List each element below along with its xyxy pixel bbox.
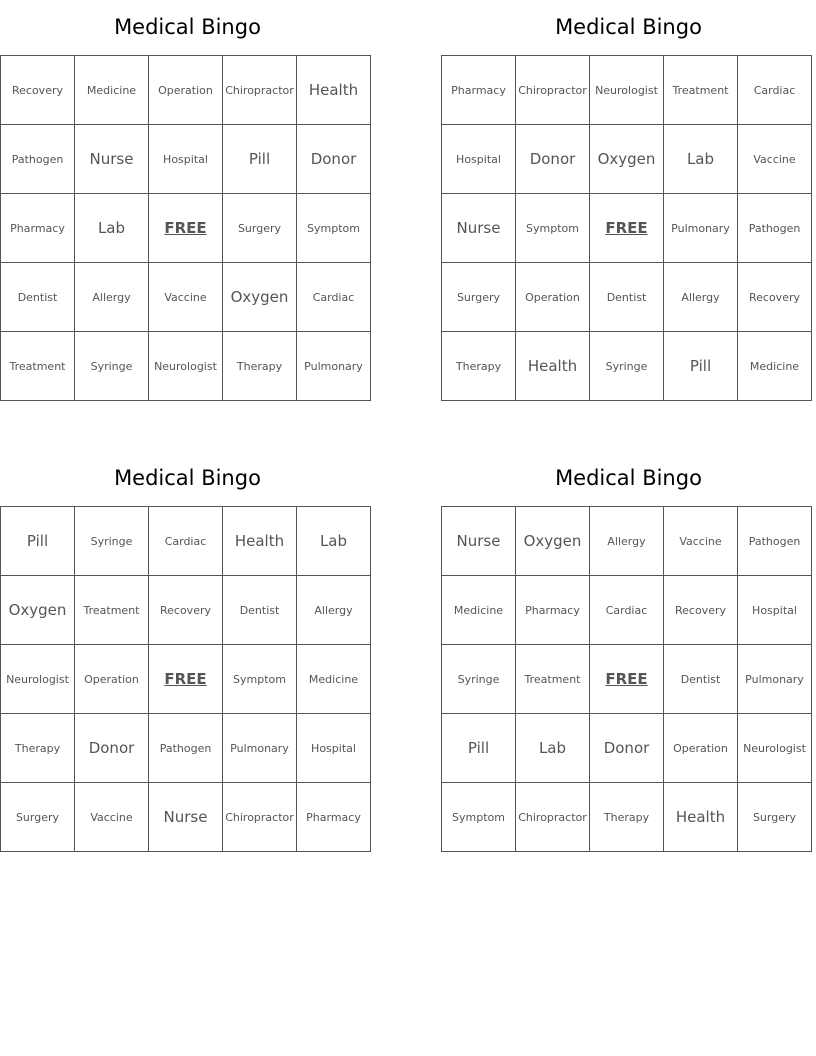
bingo-cell: Pill bbox=[442, 714, 516, 783]
bingo-cell: Allergy bbox=[297, 576, 371, 645]
bingo-cell: Operation bbox=[75, 645, 149, 714]
bingo-cell: Hospital bbox=[297, 714, 371, 783]
bingo-grid bbox=[0, 55, 371, 401]
bingo-cell: Cardiac bbox=[149, 507, 223, 576]
bingo-cell: Treatment bbox=[1, 332, 75, 401]
bingo-cell: Surgery bbox=[738, 783, 812, 852]
bingo-cell: Neurologist bbox=[738, 714, 812, 783]
free-space-cell: FREE bbox=[590, 645, 664, 714]
bingo-cell: Surgery bbox=[1, 783, 75, 852]
bingo-cell: Chiropractor bbox=[223, 783, 297, 852]
bingo-cell: Symptom bbox=[442, 783, 516, 852]
bingo-grid bbox=[441, 506, 812, 852]
bingo-cell: Health bbox=[664, 783, 738, 852]
bingo-cell: Pulmonary bbox=[223, 714, 297, 783]
bingo-cell: Neurologist bbox=[149, 332, 223, 401]
bingo-cell: Donor bbox=[516, 125, 590, 194]
bingo-cell: Allergy bbox=[664, 263, 738, 332]
bingo-cell: Health bbox=[297, 56, 371, 125]
bingo-cell: Treatment bbox=[516, 645, 590, 714]
bingo-cell: Vaccine bbox=[664, 507, 738, 576]
bingo-cell: Pharmacy bbox=[442, 56, 516, 125]
bingo-cell: Syringe bbox=[75, 332, 149, 401]
bingo-cell: Neurologist bbox=[1, 645, 75, 714]
bingo-cell: Medicine bbox=[297, 645, 371, 714]
bingo-cell: Vaccine bbox=[738, 125, 812, 194]
bingo-cell: Oxygen bbox=[223, 263, 297, 332]
bingo-cell: Recovery bbox=[149, 576, 223, 645]
bingo-cell: Pharmacy bbox=[516, 576, 590, 645]
bingo-cell: Vaccine bbox=[75, 783, 149, 852]
bingo-card-4 bbox=[441, 451, 816, 852]
bingo-cell: Operation bbox=[149, 56, 223, 125]
card-title: Medical Bingo bbox=[114, 15, 261, 39]
bingo-cell: Pulmonary bbox=[664, 194, 738, 263]
bingo-cell: Syringe bbox=[75, 507, 149, 576]
bingo-cell: Lab bbox=[516, 714, 590, 783]
bingo-cell: Chiropractor bbox=[516, 56, 590, 125]
bingo-cell: Pathogen bbox=[1, 125, 75, 194]
bingo-cell: Syringe bbox=[590, 332, 664, 401]
bingo-cell: Oxygen bbox=[1, 576, 75, 645]
card-title: Medical Bingo bbox=[114, 466, 261, 490]
bingo-cell: Dentist bbox=[1, 263, 75, 332]
bingo-cell: Hospital bbox=[149, 125, 223, 194]
bingo-cell: Medicine bbox=[442, 576, 516, 645]
bingo-cell: Treatment bbox=[664, 56, 738, 125]
bingo-cell: Therapy bbox=[442, 332, 516, 401]
bingo-grid bbox=[0, 506, 371, 852]
card-title: Medical Bingo bbox=[555, 15, 702, 39]
bingo-cell: Surgery bbox=[223, 194, 297, 263]
bingo-grid bbox=[441, 55, 812, 401]
bingo-cell: Oxygen bbox=[516, 507, 590, 576]
bingo-cell: Pill bbox=[664, 332, 738, 401]
bingo-cell: Symptom bbox=[297, 194, 371, 263]
bingo-cell: Surgery bbox=[442, 263, 516, 332]
bingo-card-3 bbox=[0, 451, 375, 852]
bingo-card-2 bbox=[441, 0, 816, 401]
bingo-cell: Nurse bbox=[442, 194, 516, 263]
bingo-cell: Medicine bbox=[75, 56, 149, 125]
bingo-cell: Cardiac bbox=[297, 263, 371, 332]
bingo-cell: Health bbox=[223, 507, 297, 576]
free-space-cell: FREE bbox=[590, 194, 664, 263]
bingo-cell: Lab bbox=[297, 507, 371, 576]
bingo-cell: Hospital bbox=[738, 576, 812, 645]
bingo-cell: Pathogen bbox=[738, 507, 812, 576]
bingo-cell: Treatment bbox=[75, 576, 149, 645]
bingo-cell: Pill bbox=[223, 125, 297, 194]
bingo-cell: Therapy bbox=[590, 783, 664, 852]
bingo-cell: Donor bbox=[75, 714, 149, 783]
bingo-cell: Pulmonary bbox=[738, 645, 812, 714]
free-space-cell: FREE bbox=[149, 645, 223, 714]
bingo-cell: Operation bbox=[664, 714, 738, 783]
bingo-cell: Syringe bbox=[442, 645, 516, 714]
bingo-cell: Pathogen bbox=[149, 714, 223, 783]
bingo-cell: Pill bbox=[1, 507, 75, 576]
bingo-cell: Therapy bbox=[223, 332, 297, 401]
bingo-cell: Pharmacy bbox=[297, 783, 371, 852]
bingo-cell: Nurse bbox=[75, 125, 149, 194]
bingo-cell: Pulmonary bbox=[297, 332, 371, 401]
bingo-cell: Donor bbox=[297, 125, 371, 194]
bingo-cell: Recovery bbox=[738, 263, 812, 332]
bingo-cell: Dentist bbox=[590, 263, 664, 332]
free-space-cell: FREE bbox=[149, 194, 223, 263]
bingo-cell: Chiropractor bbox=[516, 783, 590, 852]
bingo-cell: Recovery bbox=[1, 56, 75, 125]
bingo-cell: Nurse bbox=[442, 507, 516, 576]
bingo-cell: Operation bbox=[516, 263, 590, 332]
bingo-cell: Donor bbox=[590, 714, 664, 783]
bingo-cell: Recovery bbox=[664, 576, 738, 645]
bingo-cell: Vaccine bbox=[149, 263, 223, 332]
bingo-cell: Pathogen bbox=[738, 194, 812, 263]
bingo-cell: Cardiac bbox=[590, 576, 664, 645]
bingo-cell: Pharmacy bbox=[1, 194, 75, 263]
bingo-cell: Lab bbox=[664, 125, 738, 194]
bingo-cell: Symptom bbox=[223, 645, 297, 714]
bingo-cell: Nurse bbox=[149, 783, 223, 852]
bingo-cell: Therapy bbox=[1, 714, 75, 783]
bingo-cell: Allergy bbox=[590, 507, 664, 576]
bingo-cell: Medicine bbox=[738, 332, 812, 401]
bingo-cell: Oxygen bbox=[590, 125, 664, 194]
bingo-cell: Symptom bbox=[516, 194, 590, 263]
card-title: Medical Bingo bbox=[555, 466, 702, 490]
bingo-cell: Health bbox=[516, 332, 590, 401]
bingo-cell: Hospital bbox=[442, 125, 516, 194]
bingo-cell: Dentist bbox=[664, 645, 738, 714]
bingo-cell: Chiropractor bbox=[223, 56, 297, 125]
bingo-cell: Dentist bbox=[223, 576, 297, 645]
bingo-cell: Cardiac bbox=[738, 56, 812, 125]
bingo-cell: Allergy bbox=[75, 263, 149, 332]
bingo-cell: Neurologist bbox=[590, 56, 664, 125]
bingo-card-1 bbox=[0, 0, 375, 401]
bingo-cell: Lab bbox=[75, 194, 149, 263]
